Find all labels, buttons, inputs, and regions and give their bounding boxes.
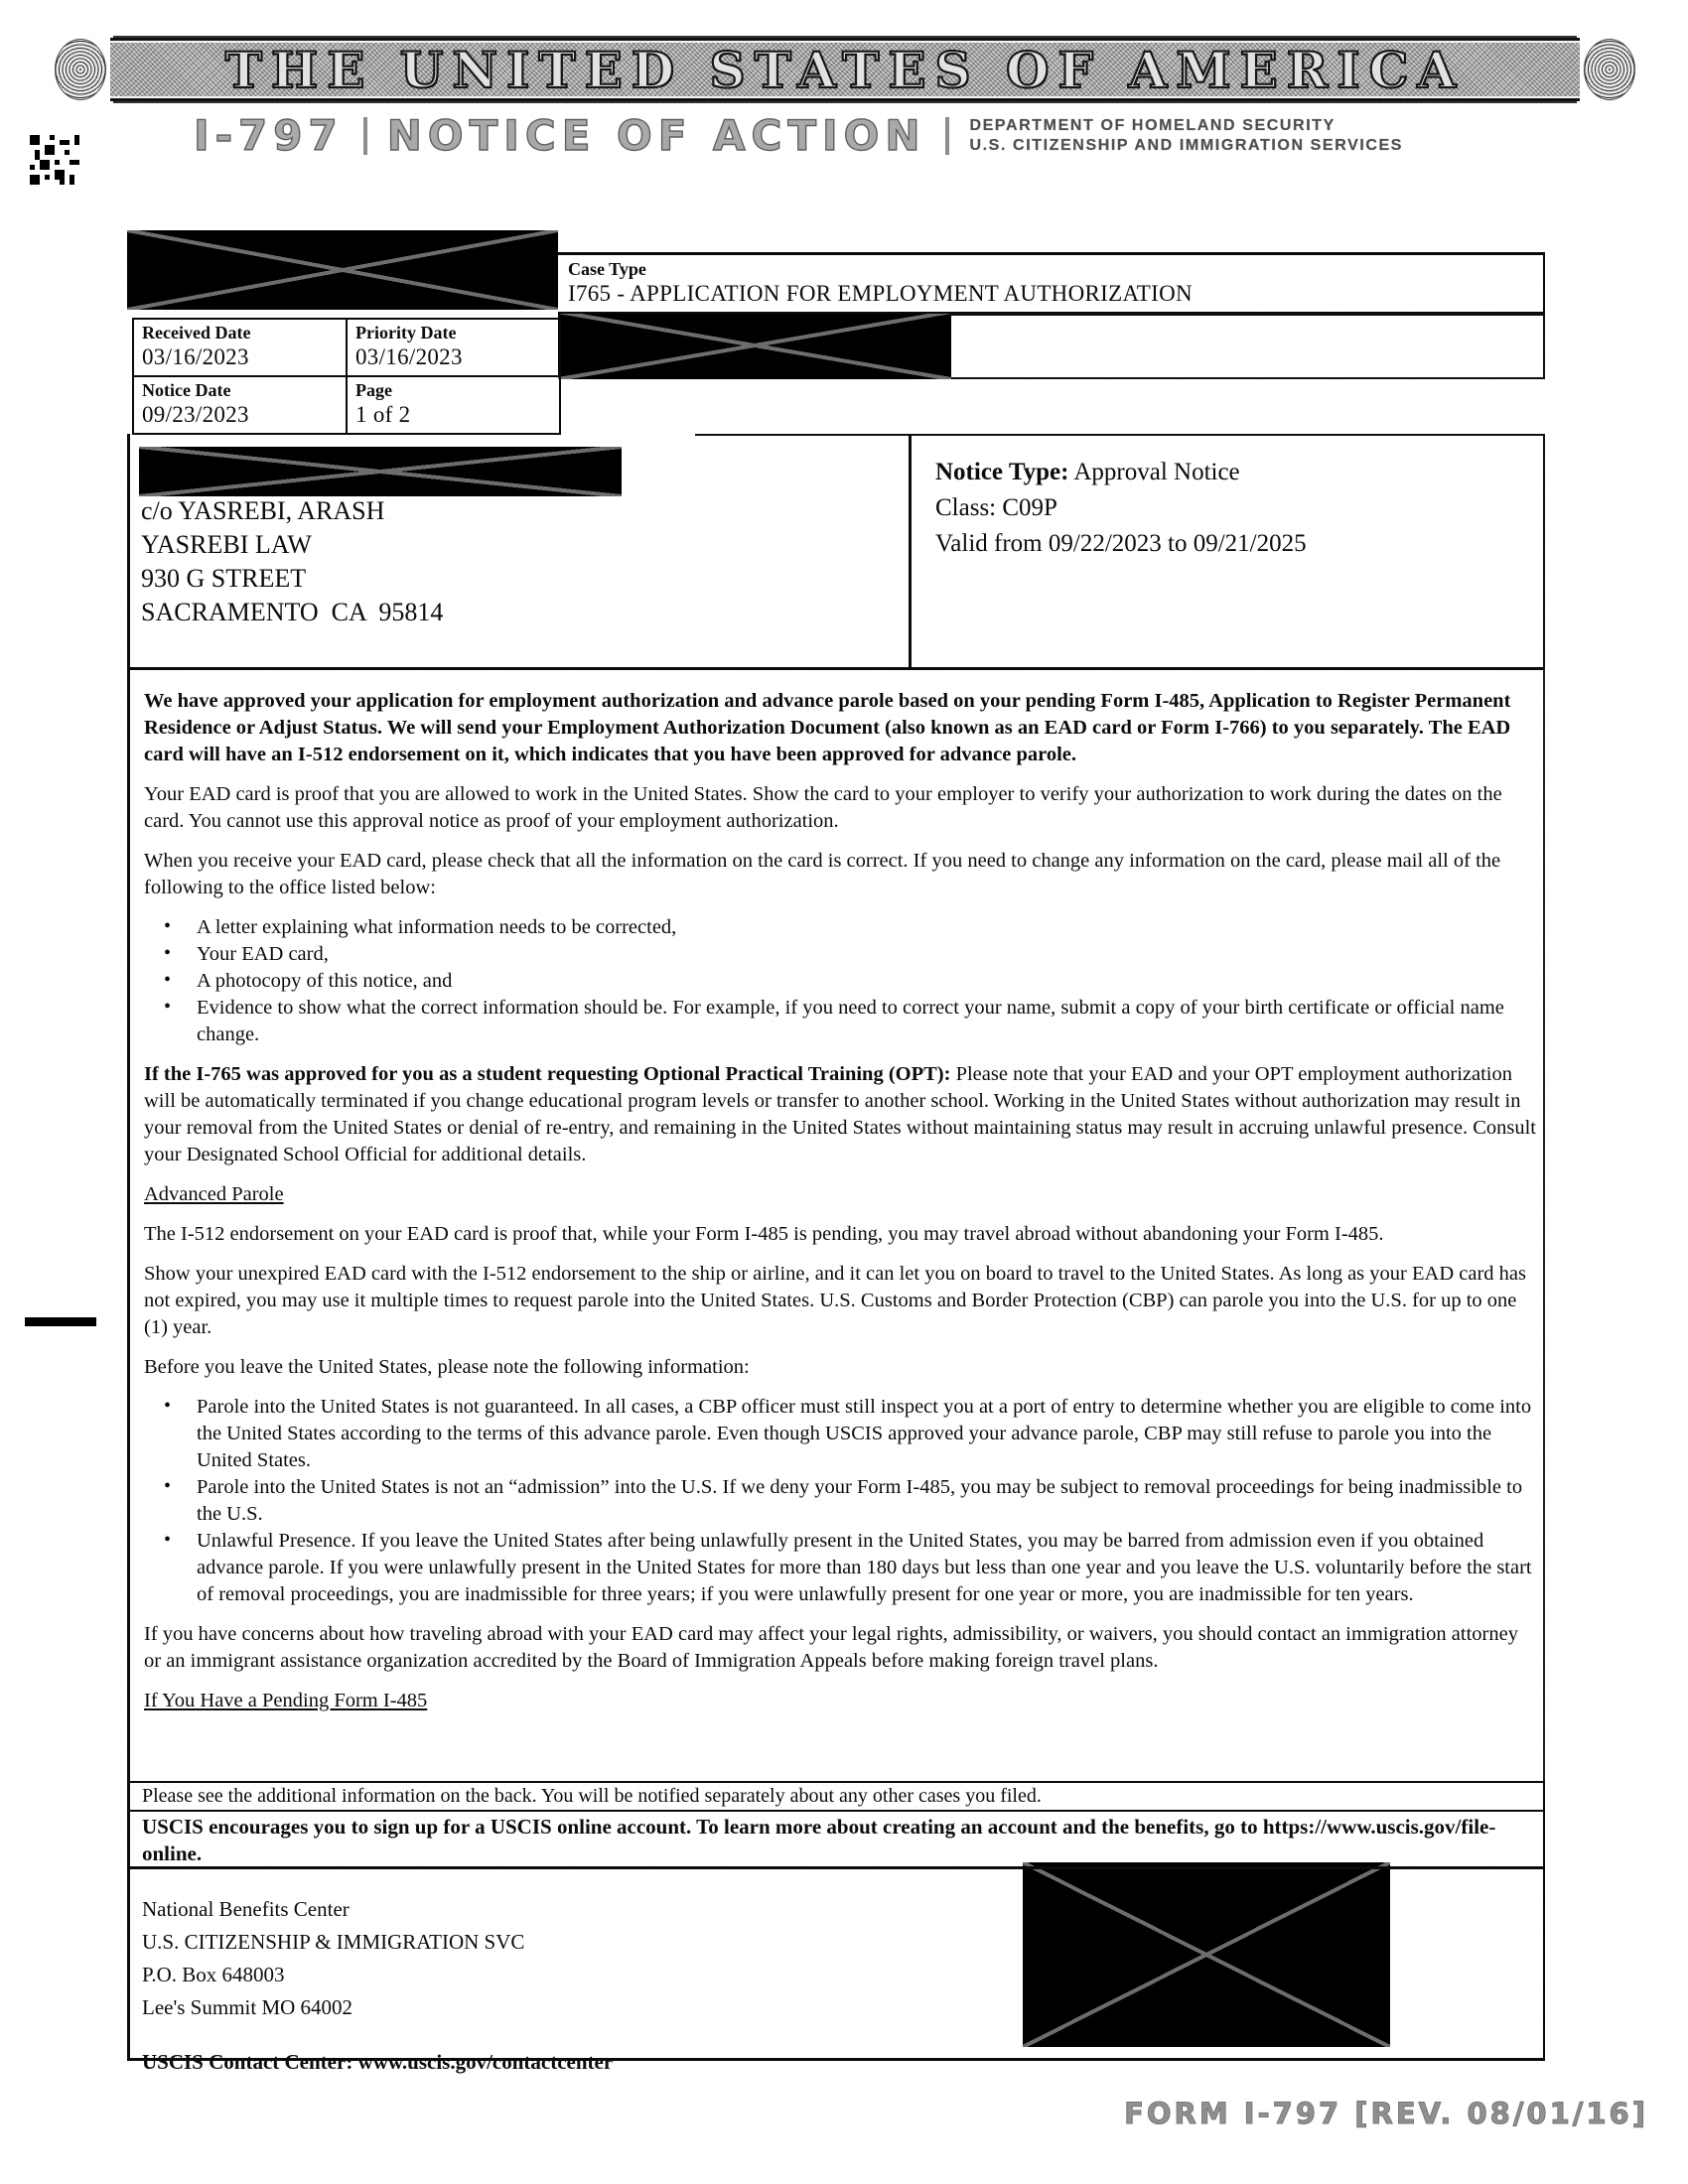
paragraph-i512: The I-512 endorsement on your EAD card is proof that, while your Form I-485 is pending, you may travel abroad without abandoning your Form I-485. xyxy=(144,1223,1384,1245)
recipient-line: c/o YASREBI, ARASH xyxy=(141,496,385,525)
notice-class-line: Class: C09P xyxy=(935,494,1057,521)
table-rule xyxy=(909,434,912,667)
list-item: • Your EAD card, xyxy=(197,941,1537,968)
notice-valid-line: Valid from 09/22/2023 to 09/21/2025 xyxy=(935,530,1307,557)
received-date-cell xyxy=(133,319,347,376)
table-rule xyxy=(695,434,1545,436)
correction-items-list xyxy=(144,914,1537,1048)
footer-back-note: Please see the additional information on the back. You will be notified separately about any other cases you filed. xyxy=(127,1781,1545,1812)
contact-center-line: USCIS Contact Center: www.uscis.gov/contactcenter xyxy=(142,2050,614,2074)
case-type-label: Case Type xyxy=(568,259,646,279)
list-item: • Parole into the United States is not guaranteed. In all cases, a CBP officer must still inspect you at a port of entry to determine whether you are eligible to come into the United States according to the terms of this advance parole. Even though USCIS approved your advance parole, CBP may still refuse to parole you into the United States. xyxy=(197,1394,1537,1474)
form-header xyxy=(194,111,1403,160)
footer-office-box xyxy=(127,1869,1545,2074)
paragraph-opt-lead: If the I-765 was approved for you as a student requesting Optional Practical Training (OPT): xyxy=(144,1063,951,1085)
table-rule xyxy=(127,434,130,667)
recipient-line: YASREBI LAW xyxy=(141,530,312,559)
recipient-line: SACRAMENTO CA 95814 xyxy=(141,598,444,626)
priority-date-cell xyxy=(347,319,560,376)
office-line: P.O. Box 648003 xyxy=(142,1963,285,1986)
paragraph-check-card: When you receive your EAD card, please check that all the information on the card is correct. If you need to change any information on the card, please mail all of the following to the office listed below: xyxy=(144,850,1501,898)
case-type-value: I765 - APPLICATION FOR EMPLOYMENT AUTHORIZATION xyxy=(568,281,1193,306)
office-line: Lee's Summit MO 64002 xyxy=(142,1995,353,2019)
engraved-banner xyxy=(55,34,1635,105)
notice-body xyxy=(127,667,1545,1781)
table-rule xyxy=(951,314,1545,316)
recipient-address-block xyxy=(141,494,776,629)
data-matrix-barcode-icon xyxy=(30,135,79,185)
banner-rosette-left-icon xyxy=(55,39,106,100)
notice-type-value: Approval Notice xyxy=(1073,459,1240,485)
table-rule xyxy=(1543,314,1545,377)
header-divider xyxy=(363,117,367,155)
heading-pending-i485: If You Have a Pending Form I-485 xyxy=(144,1690,428,1711)
list-item: • Evidence to show what the correct information should be. For example, if you need to correct your name, submit a copy of your birth certificate or official name change. xyxy=(197,995,1537,1048)
agency-line-1: DEPARTMENT OF HOMELAND SECURITY xyxy=(969,116,1336,134)
office-line: U.S. CITIZENSHIP & IMMIGRATION SVC xyxy=(142,1930,525,1954)
notice-date-cell xyxy=(133,376,347,434)
dates-table xyxy=(132,318,561,435)
margin-mark xyxy=(25,1317,96,1326)
paragraph-opt-rest: Please note that your EAD and your OPT employment authorization will be automatically terminated if you change educational program levels or transfer to another school. Working in the United States without authorization may result in your removal from the United States or denial of re-entry, and remaining in the United States without maintaining status may result in accruing unlawful presence. Consult your Designated School Official for additional details. xyxy=(144,1063,1536,1165)
case-type-cell xyxy=(558,252,1545,314)
heading-advanced-parole: Advanced Parole xyxy=(144,1183,284,1205)
banner-title: THE UNITED STATES OF AMERICA xyxy=(224,40,1466,99)
notice-date-label: Notice Date xyxy=(142,380,231,400)
page-value: 1 of 2 xyxy=(355,402,411,427)
redaction-box-receipt-number xyxy=(127,230,558,310)
notice-type-panel xyxy=(935,455,1531,562)
notice-type-line xyxy=(935,455,1531,490)
paragraph-show-card: Show your unexpired EAD card with the I-512 endorsement to the ship or airline, and it can let you on board to travel to the United States. As long as your EAD card has not expired, you may use it multiple times to request parole into the United States. U.S. Customs and Border Protection (CBP) can parole you into the U.S. for up to one (1) year. xyxy=(144,1263,1526,1338)
redaction-box-applicant-info xyxy=(558,312,951,379)
banner-band xyxy=(110,38,1580,101)
footer-online-note: USCIS encourages you to sign up for a USCIS online account. To learn more about creating an account and the benefits, go to https://www.uscis.gov/file-online. xyxy=(127,1812,1545,1869)
paragraph-approval: We have approved your application for employment authorization and advance parole based on your pending Form I-485, Application to Register Permanent Residence or Adjust Status. We will send your Employment Authorization Document (also known as an EAD card or Form I-766) to you separately. The EAD card will have an I-512 endorsement on it, which indicates that you have been approved for advance parole. xyxy=(144,690,1511,765)
agency-line-2: U.S. CITIZENSHIP AND IMMIGRATION SERVICES xyxy=(969,136,1404,154)
paragraph-opt xyxy=(144,1061,1537,1168)
table-rule xyxy=(1543,434,1545,667)
header-divider xyxy=(945,117,949,155)
list-item: • A letter explaining what information needs to be corrected, xyxy=(197,914,1537,941)
agency-block xyxy=(969,116,1403,156)
redaction-box-recipient-name xyxy=(139,447,622,496)
form-number: I-797 xyxy=(194,111,344,160)
page-cell xyxy=(347,376,560,434)
list-item: • A photocopy of this notice, and xyxy=(197,968,1537,995)
travel-warnings-list xyxy=(144,1394,1537,1608)
received-date-value: 03/16/2023 xyxy=(142,344,249,369)
table-rule xyxy=(951,377,1545,379)
paragraph-ead-proof: Your EAD card is proof that you are allowed to work in the United States. Show the card to your employer to verify your authorization to work during the dates on the card. You cannot use this approval notice as proof of your employment authorization. xyxy=(144,783,1502,832)
notice-date-value: 09/23/2023 xyxy=(142,402,249,427)
notice-type-label: Notice Type: xyxy=(935,459,1069,485)
office-line: National Benefits Center xyxy=(142,1897,350,1921)
list-item: • Unlawful Presence. If you leave the United States after being unlawfully present in the United States, you may be barred from admission even if you obtained advance parole. If you were unlawfully present in the United States for more than 180 days but less than one year and you leave the U.S. voluntarily before the start of removal proceedings, you are inadmissible for three years; if you were unlawfully present for one year or more, you are inadmissible for ten years. xyxy=(197,1528,1537,1608)
paragraph-concerns: If you have concerns about how traveling abroad with your EAD card may affect your legal rights, admissibility, or waivers, you should contact an immigration attorney or an immigrant assistance organization accredited by the Board of Immigration Appeals before making foreign travel plans. xyxy=(144,1623,1518,1672)
paragraph-before-leave: Before you leave the United States, please note the following information: xyxy=(144,1356,750,1378)
received-date-label: Received Date xyxy=(142,323,251,342)
banner-rosette-right-icon xyxy=(1584,39,1635,100)
form-revision-label: FORM I-797 [REV. 08/01/16] xyxy=(1124,2097,1648,2130)
list-item: • Parole into the United States is not an “admission” into the U.S. If we deny your Form I-485, you may be subject to removal proceedings for being inadmissible to the U.S. xyxy=(197,1474,1537,1528)
form-title: NOTICE OF ACTION xyxy=(386,111,926,160)
recipient-line: 930 G STREET xyxy=(141,564,307,593)
priority-date-label: Priority Date xyxy=(355,323,457,342)
page-label: Page xyxy=(355,380,392,400)
priority-date-value: 03/16/2023 xyxy=(355,344,463,369)
